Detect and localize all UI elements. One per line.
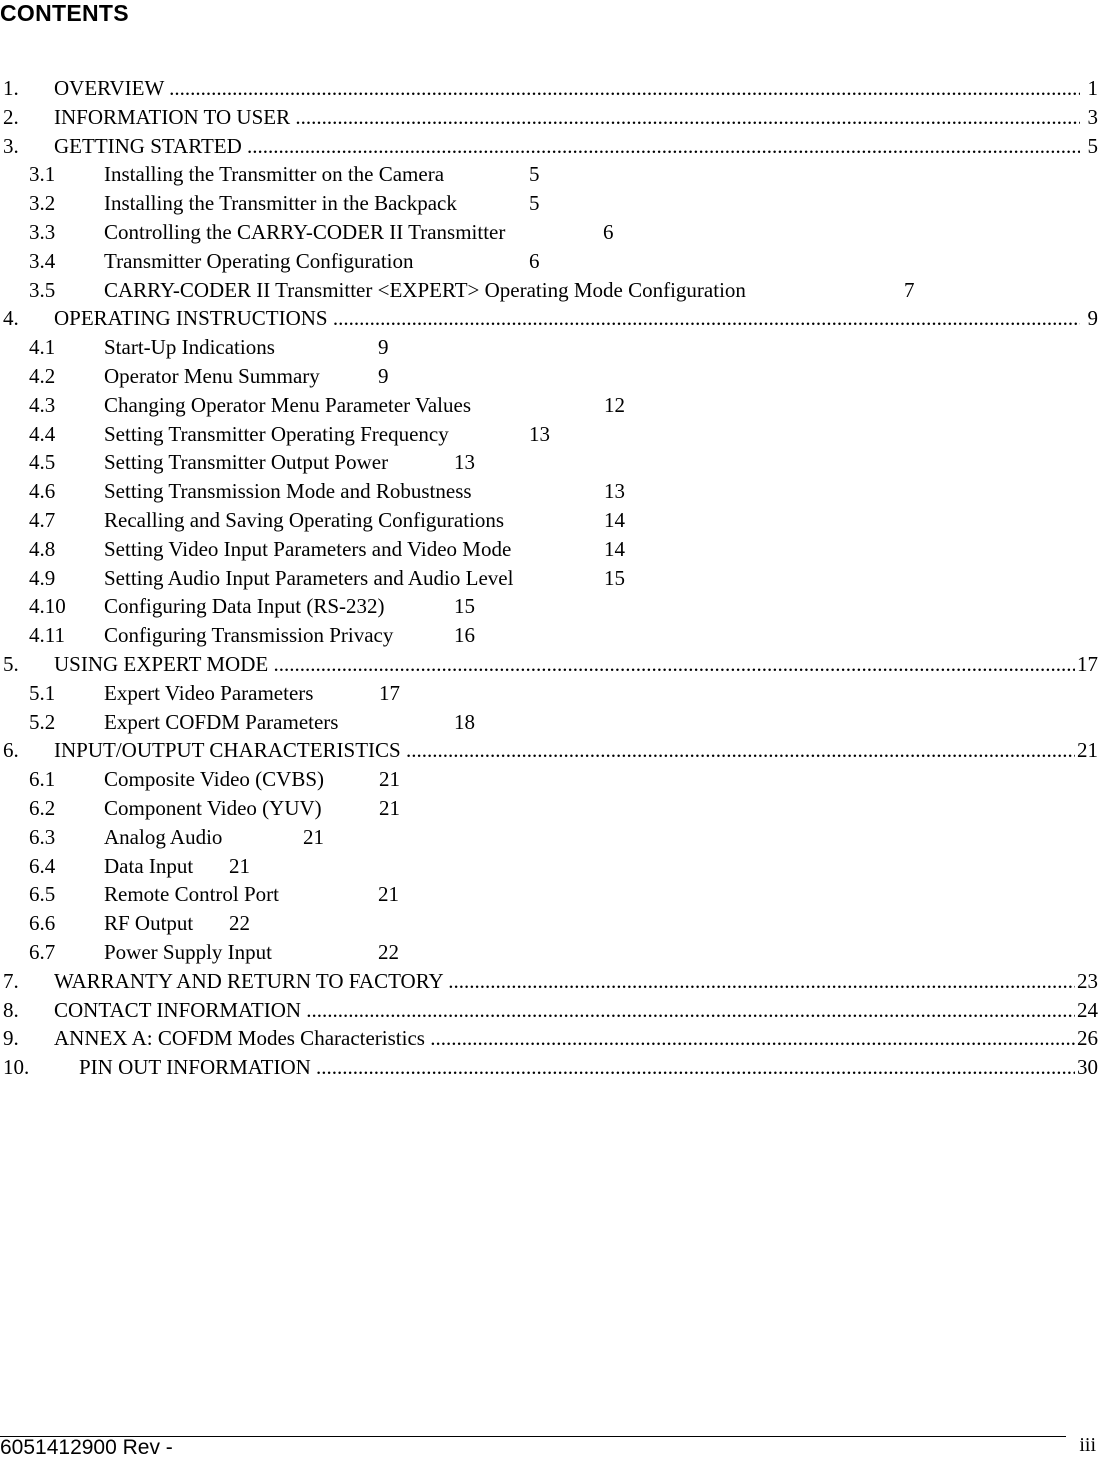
toc-title: Configuring Data Input (RS-232) (104, 594, 385, 619)
toc-page: 3 (1086, 103, 1099, 132)
toc-number: 4.1 (29, 335, 56, 360)
toc-title: Expert Video Parameters (104, 680, 314, 705)
toc-page: 18 (454, 709, 475, 734)
table-of-contents (0, 74, 1100, 1082)
toc-number: 2. (3, 104, 19, 129)
page-title: CONTENTS (0, 0, 129, 26)
toc-title: Changing Operator Menu Parameter Values (104, 392, 472, 417)
toc-title: Power Supply Input (104, 939, 272, 964)
toc-subentry[interactable] (0, 448, 1100, 477)
toc-subentry[interactable] (0, 391, 1100, 420)
toc-number: 6.5 (29, 882, 56, 907)
toc-number: 4.6 (29, 479, 56, 504)
toc-page: 21 (378, 882, 399, 907)
toc-title: INPUT/OUTPUT CHARACTERISTICS ..... (54, 736, 1080, 765)
toc-title: Expert COFDM Parameters (104, 709, 339, 734)
toc-title: Setting Audio Input Parameters and Audio Level (104, 565, 514, 590)
toc-subentry[interactable] (0, 592, 1100, 621)
toc-subentry[interactable] (0, 276, 1100, 305)
toc-subentry[interactable] (0, 160, 1100, 189)
toc-page: 22 (229, 911, 250, 936)
toc-title: PIN OUT INFORMATION ..... (79, 1053, 1080, 1082)
toc-number: 6. (3, 738, 19, 763)
toc-page: 5 (1086, 132, 1099, 161)
toc-page: 26 (1075, 1024, 1098, 1053)
toc-title: Setting Transmitter Output Power (104, 450, 389, 475)
toc-page: 12 (604, 392, 625, 417)
toc-title: Analog Audio (104, 824, 223, 849)
toc-subentry[interactable] (0, 794, 1100, 823)
toc-page: 17 (379, 680, 400, 705)
toc-subentry[interactable] (0, 765, 1100, 794)
toc-number: 3.1 (29, 162, 56, 187)
toc-entry[interactable] (0, 304, 1100, 333)
toc-title: Operator Menu Summary (104, 363, 320, 388)
toc-page: 15 (604, 565, 625, 590)
toc-page: 22 (378, 939, 399, 964)
toc-title: CONTACT INFORMATION ..... (54, 996, 1080, 1025)
toc-number: 4.2 (29, 363, 56, 388)
toc-page: 21 (1075, 736, 1098, 765)
toc-title: Configuring Transmission Privacy (104, 623, 394, 648)
toc-title: Transmitter Operating Configuration (104, 248, 414, 273)
toc-page: 21 (379, 795, 400, 820)
toc-entry[interactable] (0, 103, 1100, 132)
toc-number: 4.5 (29, 450, 56, 475)
toc-number: 5.1 (29, 680, 56, 705)
toc-subentry[interactable] (0, 218, 1100, 247)
toc-number: 1. (3, 76, 19, 100)
toc-page: 5 (529, 191, 540, 216)
toc-number: 4.10 (29, 594, 66, 619)
toc-title: Installing the Transmitter in the Backpack (104, 191, 457, 216)
toc-subentry[interactable] (0, 564, 1100, 593)
toc-title: Data Input (104, 853, 194, 878)
toc-page: 7 (904, 277, 915, 302)
toc-subentry[interactable] (0, 938, 1100, 967)
toc-subentry[interactable] (0, 535, 1100, 564)
toc-title: CARRY-CODER II Transmitter <EXPERT> Operating Mode Configuration (104, 277, 746, 302)
toc-entry[interactable] (0, 996, 1100, 1025)
toc-title: Setting Video Input Parameters and Video Mode (104, 536, 512, 561)
toc-page: 13 (604, 479, 625, 504)
toc-subentry[interactable] (0, 506, 1100, 535)
toc-number: 5. (3, 651, 19, 676)
toc-number: 4.9 (29, 565, 56, 590)
toc-entry[interactable] (0, 736, 1100, 765)
toc-page: 16 (454, 623, 475, 648)
toc-title: RF Output (104, 911, 194, 936)
toc-entry[interactable] (0, 74, 1100, 103)
toc-page: 21 (379, 767, 400, 792)
toc-entry[interactable] (0, 650, 1100, 679)
toc-page: 14 (604, 507, 625, 532)
toc-number: 7. (3, 968, 19, 993)
toc-number: 4.4 (29, 421, 56, 446)
toc-subentry[interactable] (0, 823, 1100, 852)
toc-number: 6.3 (29, 824, 56, 849)
toc-subentry[interactable] (0, 247, 1100, 276)
toc-number: 4.7 (29, 507, 56, 532)
toc-number: 10. (3, 1055, 30, 1080)
toc-subentry[interactable] (0, 477, 1100, 506)
document-number: 6051412900 Rev - (0, 1436, 173, 1459)
toc-title: WARRANTY AND RETURN TO FACTORY ..... (54, 967, 1080, 996)
toc-page: 23 (1075, 967, 1098, 996)
toc-page: 17 (1075, 650, 1098, 679)
toc-page: 13 (529, 421, 550, 446)
toc-number: 9. (3, 1026, 19, 1051)
toc-title: GETTING STARTED ..... (54, 132, 1080, 161)
toc-page: 15 (454, 594, 475, 619)
toc-title: USING EXPERT MODE ..... (54, 650, 1080, 679)
toc-title: Composite Video (CVBS) (104, 767, 325, 792)
toc-entry[interactable] (0, 132, 1100, 161)
toc-subentry[interactable] (0, 679, 1100, 708)
toc-subentry[interactable] (0, 909, 1100, 938)
toc-title: Component Video (YUV) (104, 795, 322, 820)
toc-title: Setting Transmission Mode and Robustness (104, 479, 472, 504)
toc-entry[interactable] (0, 1024, 1100, 1053)
toc-page: 6 (603, 219, 614, 244)
toc-number: 6.4 (29, 853, 56, 878)
toc-subentry[interactable] (0, 362, 1100, 391)
toc-number: 6.2 (29, 795, 56, 820)
toc-title: Recalling and Saving Operating Configurations (104, 507, 505, 532)
toc-subentry[interactable] (0, 852, 1100, 881)
toc-page: 13 (454, 450, 475, 475)
toc-entry[interactable] (0, 967, 1100, 996)
toc-page: 14 (604, 536, 625, 561)
toc-title: OVERVIEW ..... (54, 74, 1080, 103)
toc-number: 4. (3, 306, 19, 331)
toc-number: 3.5 (29, 277, 56, 302)
toc-page: 21 (303, 824, 324, 849)
toc-title: Controlling the CARRY-CODER II Transmitter (104, 219, 506, 244)
toc-subentry[interactable] (0, 621, 1100, 650)
page-number: iii (1079, 1434, 1096, 1456)
toc-subentry[interactable] (0, 708, 1100, 737)
toc-subentry[interactable] (0, 333, 1100, 362)
toc-number: 8. (3, 997, 19, 1022)
toc-title: Remote Control Port (104, 882, 279, 907)
toc-subentry[interactable] (0, 880, 1100, 909)
toc-title: Installing the Transmitter on the Camera (104, 162, 445, 187)
toc-page: 9 (378, 363, 389, 388)
toc-number: 6.1 (29, 767, 56, 792)
toc-title: Setting Transmitter Operating Frequency (104, 421, 449, 446)
toc-page: 21 (229, 853, 250, 878)
toc-page: 9 (1086, 304, 1099, 333)
toc-number: 4.3 (29, 392, 56, 417)
toc-number: 5.2 (29, 709, 56, 734)
toc-number: 3. (3, 133, 19, 158)
toc-number: 6.6 (29, 911, 56, 936)
toc-number: 6.7 (29, 939, 56, 964)
toc-subentry[interactable] (0, 420, 1100, 449)
toc-number: 3.2 (29, 191, 56, 216)
toc-number: 4.11 (29, 623, 65, 648)
toc-number: 4.8 (29, 536, 56, 561)
toc-page: 30 (1075, 1053, 1098, 1082)
toc-entry[interactable] (0, 1053, 1100, 1082)
toc-title: OPERATING INSTRUCTIONS ..... (54, 304, 1080, 333)
toc-page: 24 (1075, 996, 1098, 1025)
toc-title: ANNEX A: COFDM Modes Characteristics ..... (54, 1024, 1080, 1053)
toc-subentry[interactable] (0, 189, 1100, 218)
toc-title: Start-Up Indications (104, 335, 275, 360)
toc-title: INFORMATION TO USER ..... (54, 103, 1080, 132)
toc-page: 1 (1086, 74, 1099, 103)
toc-number: 3.3 (29, 219, 56, 244)
toc-page: 5 (529, 162, 540, 187)
toc-page: 9 (378, 335, 389, 360)
toc-number: 3.4 (29, 248, 56, 273)
toc-page: 6 (529, 248, 540, 273)
